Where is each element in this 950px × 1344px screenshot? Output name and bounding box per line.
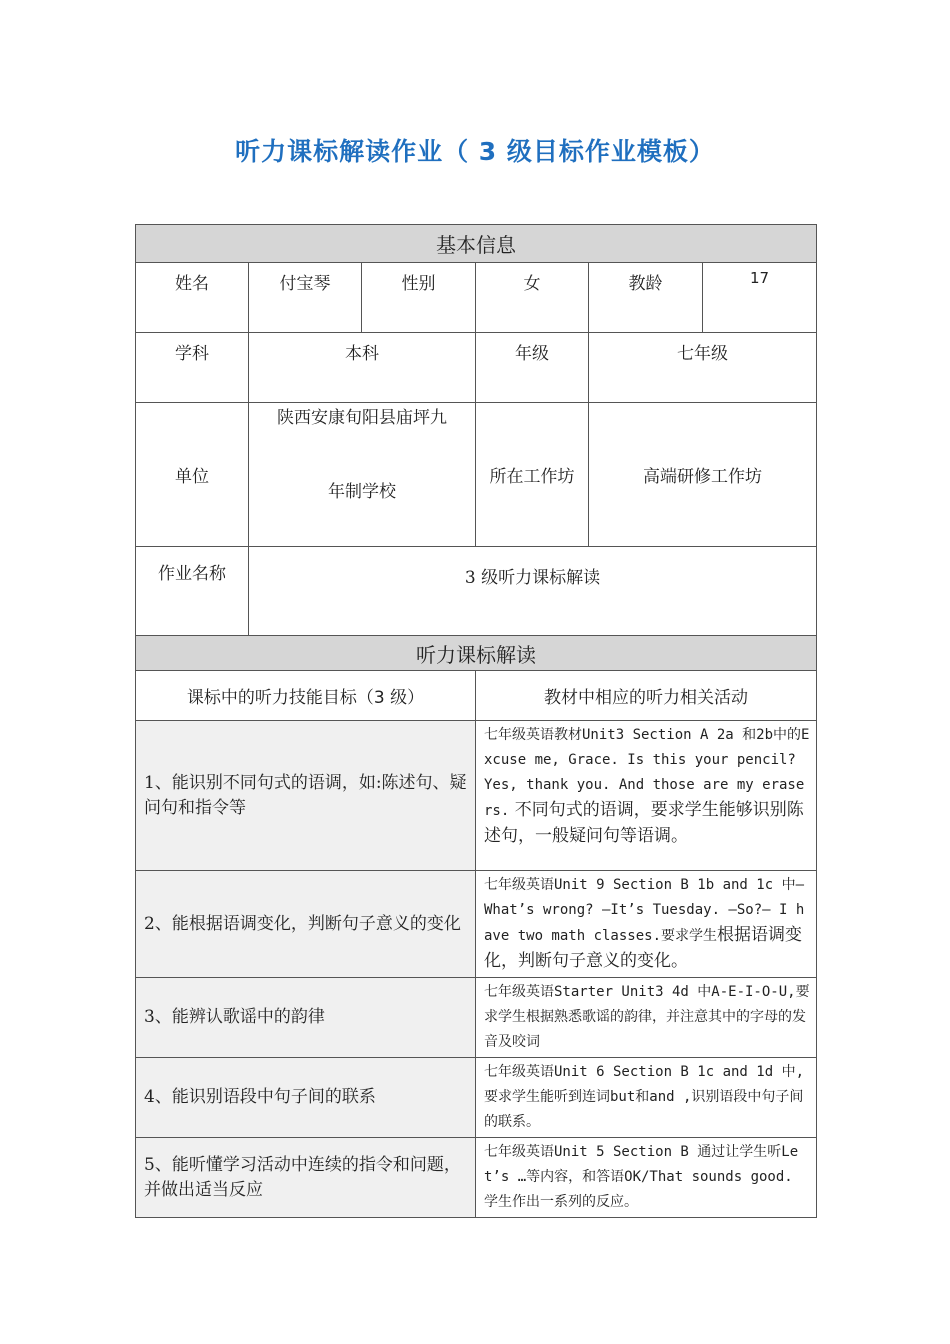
workshop-label: 所在工作坊 bbox=[476, 403, 589, 547]
activity-cell: 七年级英语Unit 6 Section B 1c and 1d 中,要求学生能听到连词but和and ,识别语段中句子间的联系。 bbox=[476, 1058, 817, 1138]
homework-label: 作业名称 bbox=[136, 547, 249, 636]
goal-column-header: 课标中的听力技能目标（3 级） bbox=[136, 671, 476, 721]
unit-value-line1: 陕西安康旬阳县庙坪九 bbox=[277, 408, 447, 428]
activity-text: 七年级英语教材Unit3 Section A 2a 和2b中的Excuse me, Grace. Is this your pencil? Yes, thank you. And those are my erasers. bbox=[484, 727, 810, 819]
grade-label: 年级 bbox=[476, 333, 589, 403]
unit-value bbox=[249, 403, 476, 547]
activity-text-extra: 根据语调变化，判断句子意义的变化。 bbox=[484, 925, 803, 971]
activity-text-extra: 不同句式的语调，要求学生能够识别陈述句，一般疑问句等语调。 bbox=[484, 800, 804, 846]
interpretation-header: 听力课标解读 bbox=[136, 636, 817, 671]
gender-value: 女 bbox=[476, 263, 589, 333]
years-label: 教龄 bbox=[589, 263, 703, 333]
gender-label: 性别 bbox=[362, 263, 476, 333]
activity-text: 七年级英语Unit 9 Section B 1b and 1c 中—What’s wrong? —It’s Tuesday. —So?— I have two math classes.要求学生 bbox=[484, 877, 805, 944]
workshop-value: 高端研修工作坊 bbox=[589, 403, 817, 547]
goal-cell: 4、能识别语段中句子间的联系 bbox=[136, 1058, 476, 1138]
name-label: 姓名 bbox=[136, 263, 249, 333]
activity-cell bbox=[476, 721, 817, 871]
homework-table bbox=[135, 224, 817, 1218]
activity-column-header: 教材中相应的听力相关活动 bbox=[476, 671, 817, 721]
name-value: 付宝琴 bbox=[249, 263, 362, 333]
grade-value: 七年级 bbox=[589, 333, 817, 403]
homework-value: 3 级听力课标解读 bbox=[249, 547, 817, 636]
basic-info-header: 基本信息 bbox=[136, 225, 817, 263]
subject-value: 本科 bbox=[249, 333, 476, 403]
goal-cell: 1、能识别不同句式的语调，如:陈述句、疑问句和指令等 bbox=[136, 721, 476, 871]
page-title: 听力课标解读作业（ 3 级目标作业模板） bbox=[235, 137, 715, 166]
unit-label: 单位 bbox=[136, 403, 249, 547]
activity-cell: 七年级英语Starter Unit3 4d 中A-E-I-O-U,要求学生根据熟悉歌谣的韵律，并注意其中的字母的发音及咬词 bbox=[476, 978, 817, 1058]
goal-cell: 5、能听懂学习活动中连续的指令和问题，并做出适当反应 bbox=[136, 1138, 476, 1218]
activity-cell bbox=[476, 871, 817, 978]
subject-label: 学科 bbox=[136, 333, 249, 403]
activity-cell: 七年级英语Unit 5 Section B 通过让学生听Let’s …等内容，和答语OK/That sounds good. 学生作出一系列的反应。 bbox=[476, 1138, 817, 1218]
unit-value-line2: 年制学校 bbox=[328, 482, 396, 502]
goal-cell: 3、能辨认歌谣中的韵律 bbox=[136, 978, 476, 1058]
years-value: 17 bbox=[703, 263, 817, 333]
goal-cell: 2、能根据语调变化，判断句子意义的变化 bbox=[136, 871, 476, 978]
